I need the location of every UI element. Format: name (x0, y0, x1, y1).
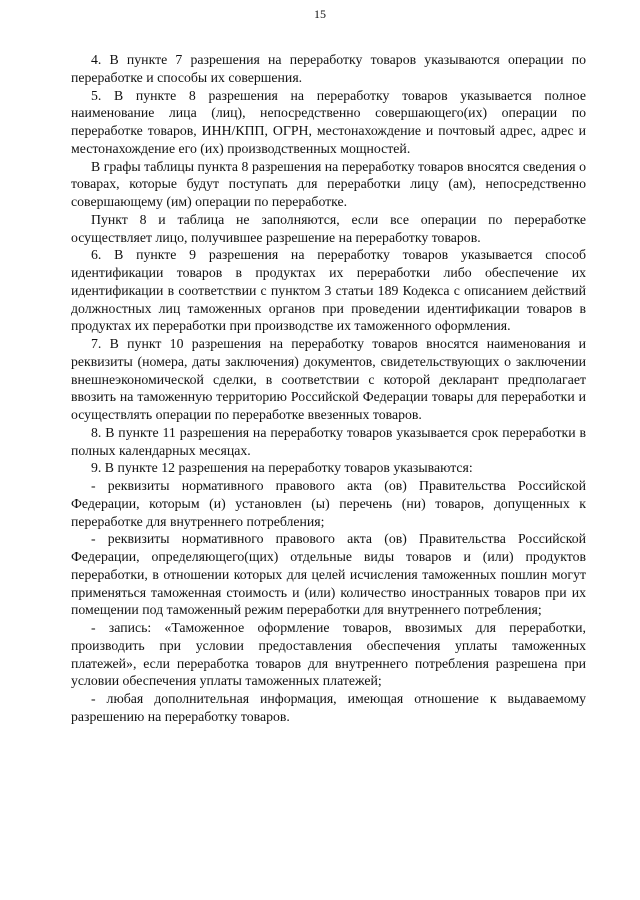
paragraph-table-columns: В графы таблицы пункта 8 разрешения на переработку товаров вносятся сведения о товарах, которые будут поступать для переработки лицу (ам), непосредственно совершающему (им) операции по переработке. (71, 158, 586, 209)
paragraph-item-8: 8. В пункте 11 разрешения на переработку товаров указывается срок переработки в полных календарных месяцах. (71, 424, 586, 458)
list-item-regulatory-act-goods: - реквизиты нормативного правового акта (ов) Правительства Российской Федерации, определяющего(щих) отдельные виды товаров и (или) продуктов переработки, в отношении которых для целей исчисления таможенных пошлин могут применяться таможенная стоимость и (или) количество иностранных товаров при их помещении под таможенный режим переработки для внутреннего потребления; (71, 531, 586, 618)
page-number: 15 (314, 7, 326, 21)
list-item-regulatory-act-list: - реквизиты нормативного правового акта (ов) Правительства Российской Федерации, которым (и) установлен (ы) перечень (ни) товаров, допущенных к переработке для внутреннего потребления; (71, 478, 586, 529)
list-item-additional-info: - любая дополнительная информация, имеющая отношение к выдаваемому разрешению на переработку товаров. (71, 691, 586, 724)
paragraph-item-4: 4. В пункте 7 разрешения на переработку товаров указываются операции по переработке и способы их совершения. (71, 52, 586, 85)
document-body (71, 51, 586, 726)
paragraph-table-not-filled: Пункт 8 и таблица не заполняются, если все операции по переработке осуществляет лицо, получившее разрешение на переработку товаров. (71, 211, 586, 245)
paragraph-item-6: 6. В пункте 9 разрешения на переработку товаров указывается способ идентификации товаров в продуктах их переработки либо обеспечение их идентификации в соответствии с пунктом 3 статьи 189 Кодекса с описанием действий должностных лиц таможенных органов при проведении идентификации товаров в продуктах их переработки при производстве их таможенного оформления. (71, 247, 586, 334)
list-item-record-entry: - запись: «Таможенное оформление товаров, ввозимых для переработки, производить при условии предоставления обеспечения уплаты таможенных платежей», если переработка товаров для внутреннего потребления разрешена при условии обеспечения уплаты таможенных платежей; (71, 620, 586, 689)
paragraph-item-7: 7. В пункт 10 разрешения на переработку товаров вносятся наименования и реквизиты (номера, даты заключения) документов, свидетельствующих о заключении внешнеэкономической сделки, в соответствии с которой декларант предполагает ввозить на таможенную территорию Российской Федерации товары для переработки и осуществлять операции по переработке ввезенных товаров. (71, 336, 586, 422)
paragraph-item-9: 9. В пункте 12 разрешения на переработку товаров указываются: (91, 460, 473, 476)
paragraph-item-5: 5. В пункте 8 разрешения на переработку товаров указывается полное наименование лица (лиц), непосредственно совершающего(их) операции по переработке товаров, ИНН/КПП, ОГРН, местонахождение и почтовый адрес, адрес и местонахождение его (их) производственных мощностей. (71, 87, 586, 156)
